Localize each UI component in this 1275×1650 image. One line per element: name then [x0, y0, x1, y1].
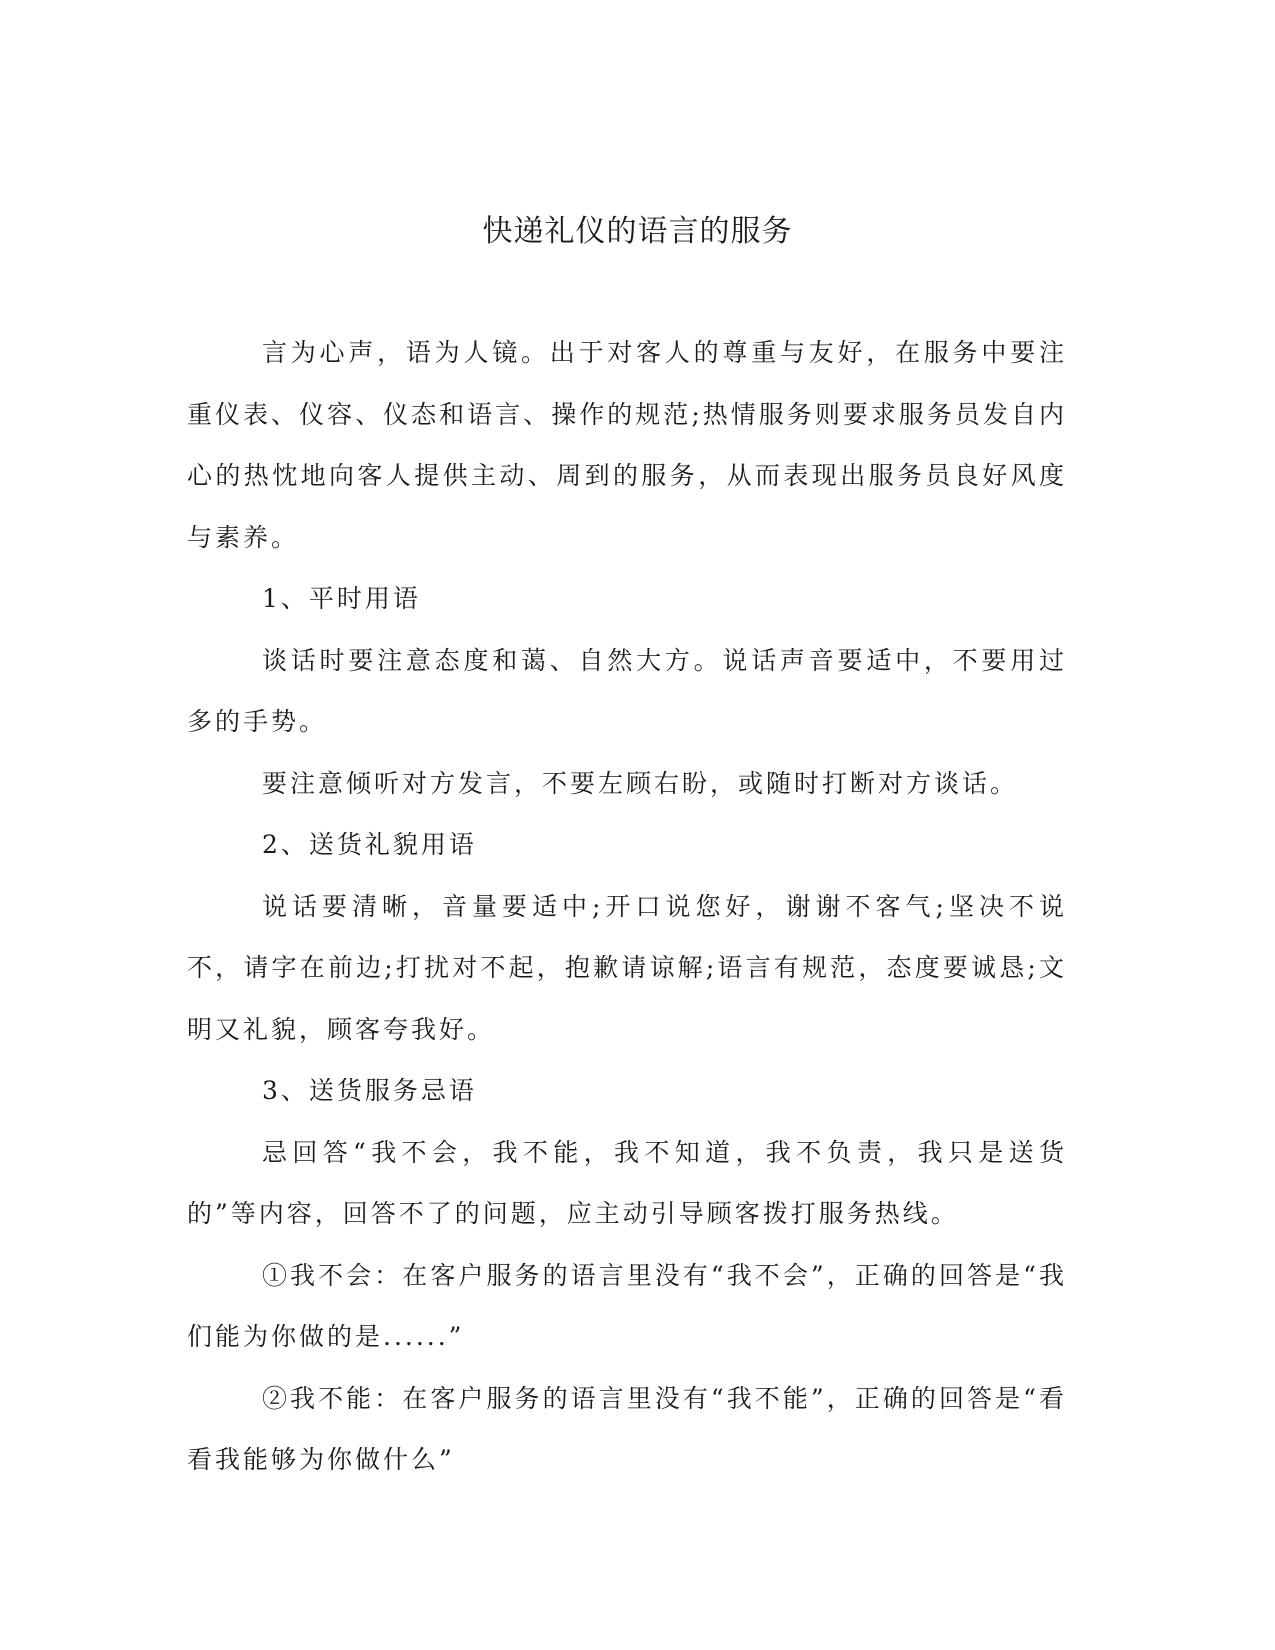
paragraph-intro: 言为心声，语为人镜。出于对客人的尊重与友好，在服务中要注重仪表、仪容、仪态和语言、操作的规范;热情服务则要求服务员发自内心的热忱地向客人提供主动、周到的服务，从而表现出服务员良好风度与素养。 [187, 338, 1067, 552]
section-heading-1: 1、平时用语 [262, 584, 421, 613]
paragraph: 谈话时要注意态度和蔼、自然大方。说话声音要适中，不要用过多的手势。 [187, 645, 1067, 736]
section-heading-3: 3、送货服务忌语 [262, 1076, 477, 1105]
paragraph: 说话要清晰，音量要适中;开口说您好，谢谢不客气;坚决不说不，请字在前边;打扰对不起，抱歉请谅解;语言有规范，态度要诚恳;文明又礼貌，顾客夸我好。 [187, 891, 1067, 1044]
section-heading-2: 2、送货礼貌用语 [262, 830, 477, 859]
list-item: ①我不会：在客户服务的语言里没有“我不会”，正确的回答是“我们能为你做的是......” [187, 1260, 1067, 1351]
paragraph: 要注意倾听对方发言，不要左顾右盼，或随时打断对方谈话。 [262, 768, 1019, 798]
document-body [187, 322, 1067, 1491]
paragraph: 忌回答“我不会，我不能，我不知道，我不负责，我只是送货的”等内容，回答不了的问题，应主动引导顾客拨打服务热线。 [187, 1137, 1067, 1228]
list-item: ②我不能：在客户服务的语言里没有“我不能”，正确的回答是“看看我能够为你做什么” [187, 1383, 1067, 1474]
document-title: 快递礼仪的语言的服务 [482, 214, 793, 249]
